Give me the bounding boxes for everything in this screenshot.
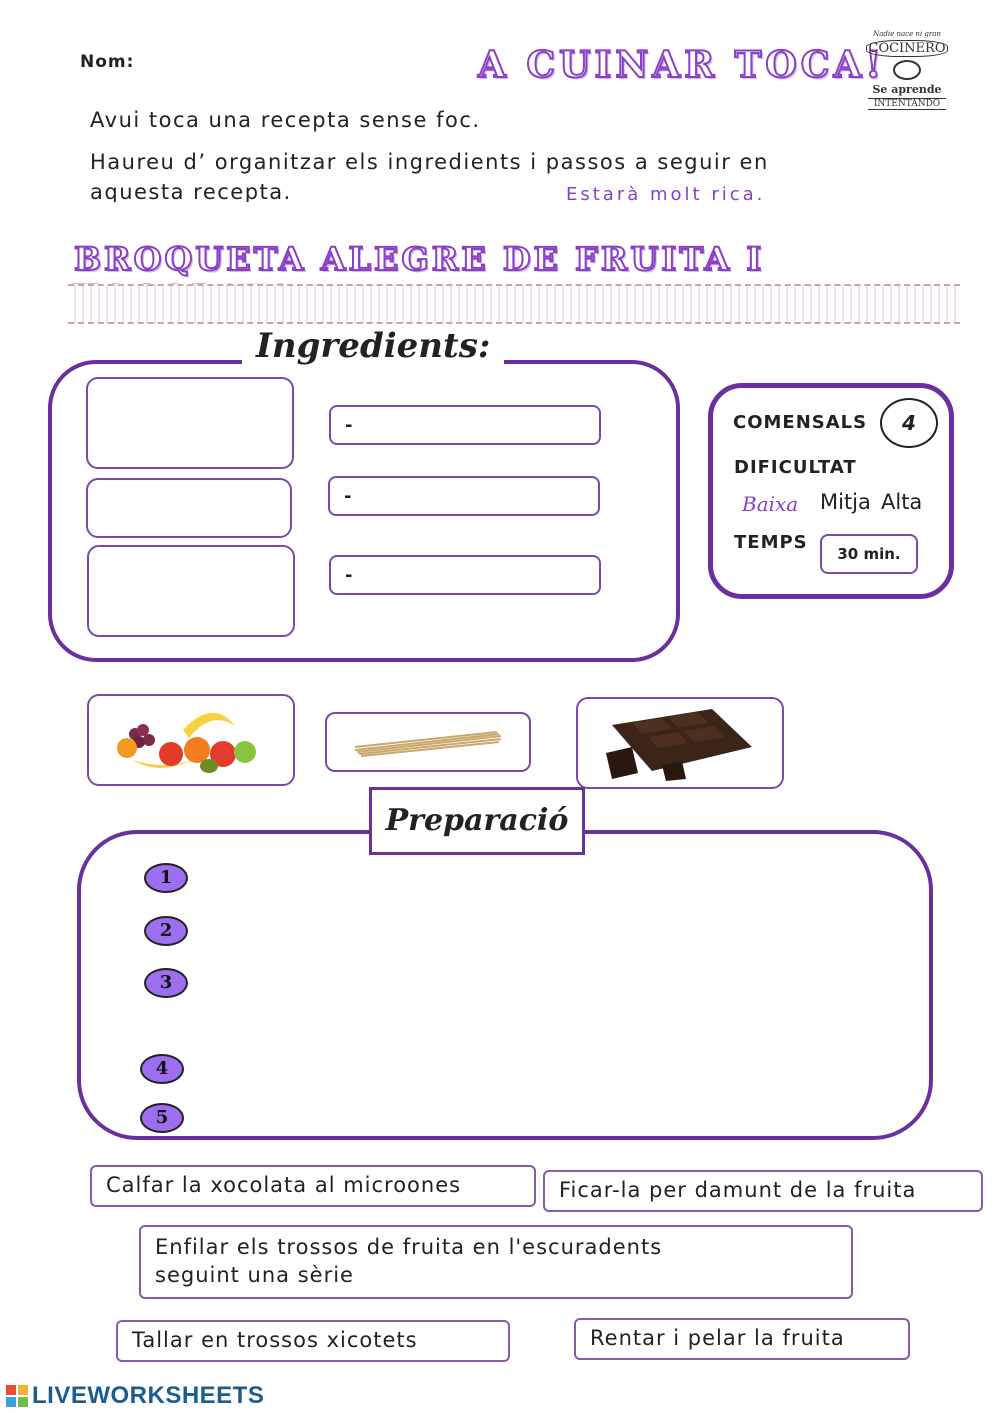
time-value: 30 min. xyxy=(837,545,901,563)
dash-text: - xyxy=(344,486,352,507)
intro-note: Estarà molt rica. xyxy=(566,184,766,204)
dash-text: - xyxy=(345,565,353,586)
option-text: Calfar la xocolata al microones xyxy=(106,1173,462,1197)
step-badge: 4 xyxy=(140,1054,184,1084)
ingredients-heading: Ingredients: xyxy=(242,326,504,366)
page-title: A CUINAR TOCA! xyxy=(478,44,886,86)
logo-line: Nadie nace ni gran xyxy=(873,30,941,38)
step-badge: 2 xyxy=(144,916,188,946)
option-cut-fruit[interactable] xyxy=(116,1320,510,1362)
difficulty-high[interactable]: Alta xyxy=(881,490,923,514)
preparation-panel xyxy=(77,830,933,1140)
logo-line: COCINERO xyxy=(866,40,948,57)
option-text: Tallar en trossos xicotets xyxy=(132,1328,418,1352)
ingredient-drop-zone[interactable] xyxy=(86,478,292,538)
ingredient-drop-zone[interactable] xyxy=(86,377,294,469)
chef-hat-icon xyxy=(893,60,921,80)
preparation-heading-box xyxy=(369,787,585,855)
dash-text: - xyxy=(345,415,353,436)
brand-logo-icon xyxy=(6,1385,28,1407)
logo-line: INTENTANDO xyxy=(868,98,946,110)
logo xyxy=(864,30,950,128)
ingredient-drop-zone[interactable] xyxy=(87,545,295,637)
diners-label: COMENSALS xyxy=(733,412,868,433)
skewers-icon xyxy=(353,728,503,758)
option-text: Ficar-la per damunt de la fruita xyxy=(559,1178,917,1202)
name-label: Nom: xyxy=(80,52,135,72)
intro-line: Avui toca una recepta sense foc. xyxy=(90,108,481,132)
ingredient-input[interactable] xyxy=(329,405,601,445)
option-text: seguint una sèrie xyxy=(155,1263,354,1287)
option-text: Rentar i pelar la fruita xyxy=(590,1326,845,1350)
fruit-basket-icon xyxy=(113,704,273,780)
skewers-image-card[interactable] xyxy=(325,712,531,772)
difficulty-label: DIFICULTAT xyxy=(734,457,857,478)
recipe-title: BROQUETA ALEGRE DE FRUITA I xyxy=(74,240,765,278)
step-badge: 5 xyxy=(140,1103,184,1133)
difficulty-medium[interactable]: Mitja xyxy=(820,490,871,514)
footer-brand[interactable] xyxy=(6,1382,264,1410)
preparation-heading: Preparació xyxy=(385,803,569,838)
chocolate-image-card[interactable] xyxy=(576,697,784,789)
option-text: Enfilar els trossos de fruita en l'escuradents xyxy=(155,1235,663,1259)
time-value-box[interactable] xyxy=(820,534,918,574)
diners-value[interactable] xyxy=(880,398,938,448)
diners-number: 4 xyxy=(902,411,916,435)
option-wash-fruit[interactable] xyxy=(574,1318,910,1360)
option-pour-chocolate[interactable] xyxy=(543,1170,983,1212)
step-badge: 3 xyxy=(144,968,188,998)
decorative-divider xyxy=(68,284,960,324)
time-label: TEMPS xyxy=(734,532,808,553)
ingredient-input[interactable] xyxy=(328,476,600,516)
intro-line: aquesta recepta. xyxy=(90,180,292,202)
chocolate-bar-icon xyxy=(602,703,762,783)
step-badge: 1 xyxy=(144,863,188,893)
intro-line: Haureu d’ organitzar els ingredients i passos a seguir en xyxy=(90,150,769,174)
logo-line: Se aprende xyxy=(872,83,942,96)
ingredient-input[interactable] xyxy=(329,555,601,595)
fruit-image-card[interactable] xyxy=(87,694,295,786)
option-heat-chocolate[interactable] xyxy=(90,1165,536,1207)
difficulty-low[interactable]: Baixa xyxy=(742,492,799,516)
option-skewer-fruit[interactable] xyxy=(139,1225,853,1299)
brand-name: LIVEWORKSHEETS xyxy=(32,1382,265,1409)
